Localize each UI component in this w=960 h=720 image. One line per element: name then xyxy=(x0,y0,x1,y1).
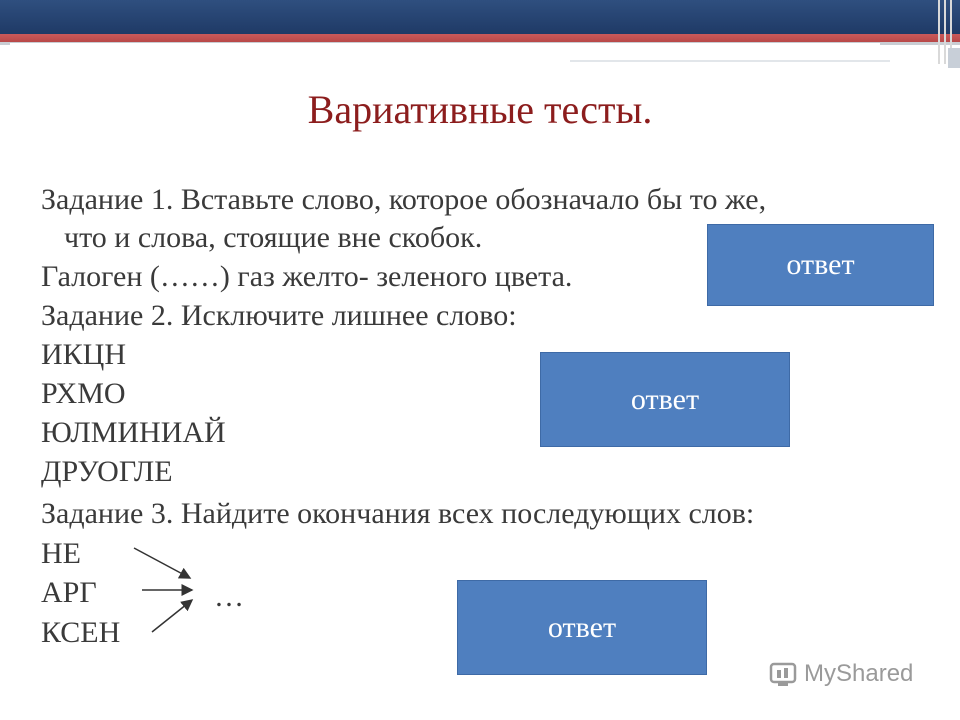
task3-heading: Задание 3. Найдите окончания всех последующих слов: xyxy=(41,497,755,530)
task2-word-2: РХМО xyxy=(41,377,126,410)
task3-word-3: КСЕН xyxy=(41,616,121,649)
task1-line3: Галоген (……) газ желто- зеленого цвета. xyxy=(41,260,573,293)
answer-button-task2[interactable]: ответ xyxy=(540,352,790,447)
task1-line1: Задание 1. Вставьте слово, которое обозначало бы то же, xyxy=(41,183,767,216)
task3-word-1: НЕ xyxy=(41,537,81,570)
slide-title: Вариативные тесты. xyxy=(307,87,653,132)
task2-word-4: ДРУОГЛЕ xyxy=(41,455,173,488)
header-band xyxy=(0,0,960,34)
myshared-logo-icon xyxy=(768,659,798,689)
header-corner-block xyxy=(948,48,960,68)
answer-button-task3[interactable]: ответ xyxy=(457,580,707,675)
myshared-watermark xyxy=(768,657,928,691)
header-white-dash xyxy=(10,43,880,46)
watermark-text: MyShared xyxy=(804,660,914,687)
header-white-dash-2 xyxy=(570,60,890,62)
arrow-3 xyxy=(152,600,192,632)
header-red-stripe xyxy=(0,34,960,42)
task2-heading: Задание 2. Исключите лишнее слово: xyxy=(41,299,517,332)
task2-word-3: ЮЛМИНИАЙ xyxy=(41,416,226,449)
arrow-1 xyxy=(134,548,190,578)
task2-word-1: ИКЦН xyxy=(41,338,127,371)
answer-button-task1[interactable]: ответ xyxy=(707,224,934,306)
task3-ellipsis: … xyxy=(214,580,244,613)
task3-word-2: АРГ xyxy=(41,576,97,609)
converging-arrows xyxy=(120,540,210,640)
task1-line2: что и слова, стоящие вне скобок. xyxy=(64,221,483,254)
